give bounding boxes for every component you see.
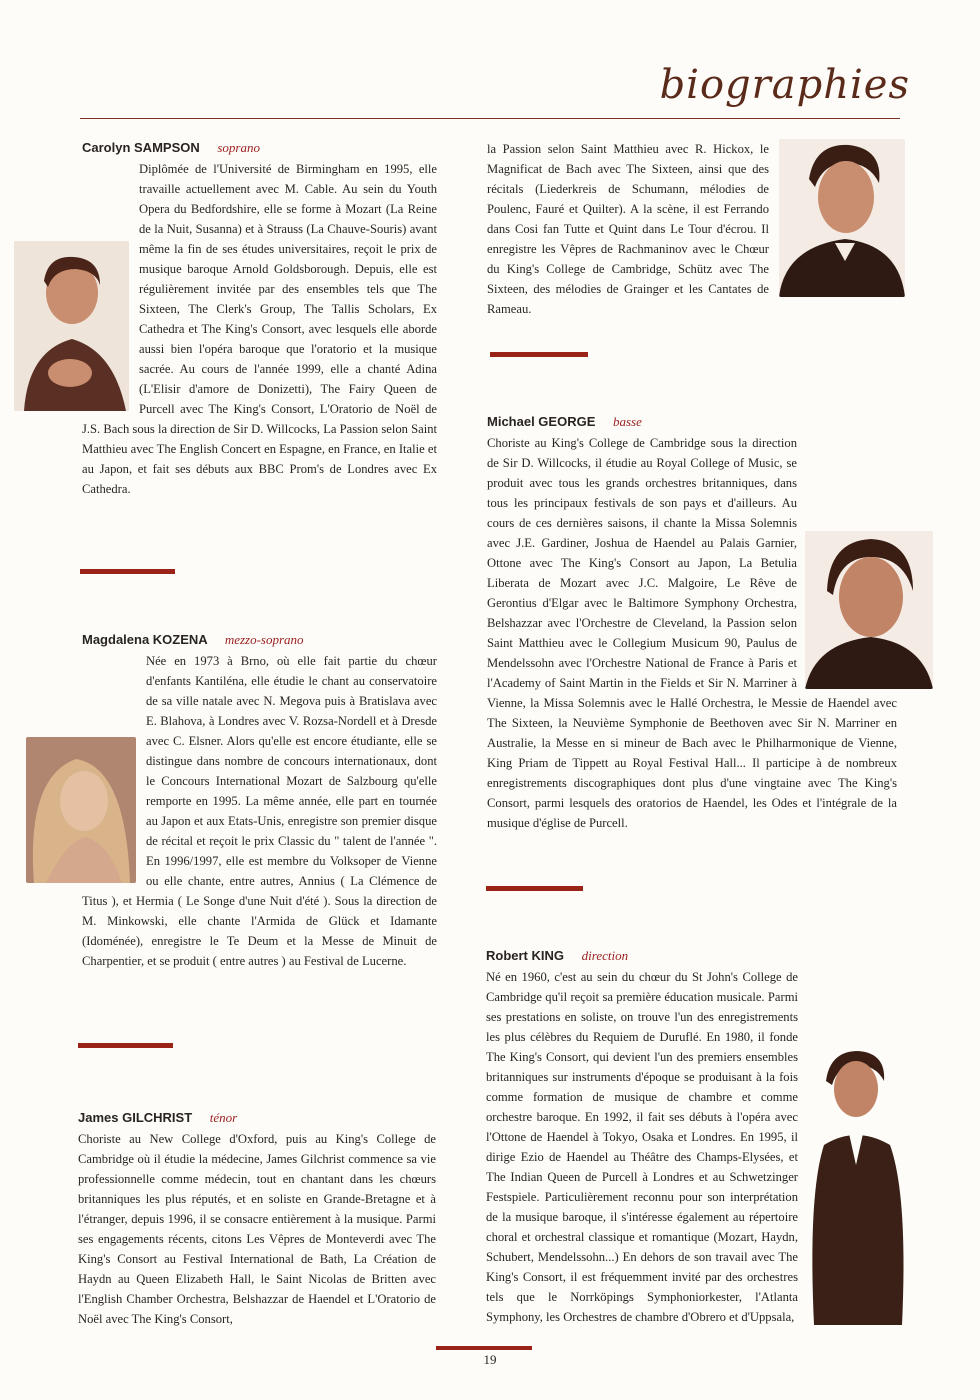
bio-michael-george [487, 412, 897, 833]
bio-james-gilchrist-continued [487, 139, 905, 319]
section-separator [78, 1043, 173, 1048]
photo-magdalena-kozena [26, 737, 136, 883]
bio-name: Michael GEORGE [487, 414, 596, 429]
photo-robert-king [804, 1045, 910, 1325]
bio-magdalena-kozena [82, 630, 437, 971]
bio-name: James GILCHRIST [78, 1110, 193, 1125]
portrait-image [804, 1045, 910, 1325]
bio-carolyn-sampson [82, 138, 437, 499]
bio-text: Née en 1973 à Brno, où elle fait partie du chœur d'enfants Kantiléna, elle étudie le chant au conservatoire de sa ville natale avec N. Megova puis à Bratislava avec E. Blahova, à Londres avec V. Rozsa-Nordell et à Dresde avec C. Elsner. Alors qu'elle est encore étudiante, elle se distingue dans nombre de concours internationaux, dont le Concours International Mozart de Salzbourg qu'elle remporte en 1995. La même année, elle part en tournée au Japon et aux Etats-Unis, enregistre son premier disque de récital et reçoit le prix Classic du " talent de l'année ". En 1996/1997, elle est membre du Volksoper de Vienne ou elle chante, entre autres, Annius ( La Clémence de Titus ), et Hermia ( Le Songe d'une Nuit d'été ). Sous la direction de M. Minkowski, elle chante l'Armida de Glück et Idamante (Idoménée), enregistre le Te Deum et la Messe de Minuit de Charpentier, et se produit ( entre autres ) au Festival de Lucerne. [82, 654, 437, 968]
section-separator [490, 352, 588, 357]
bio-role: direction [581, 948, 629, 963]
bio-role: mezzo-soprano [224, 632, 304, 647]
bio-text: Choriste au King's College de Cambridge sous la direction de Sir D. Willcocks, il étudie au Royal College of Music, se produit avec tous les grands orchestres britanniques, dans tous les principaux festivals de son pays et d'ailleurs. Au cours de ces dernières saisons, il chante la Missa Solemnis avec J.E. Gardiner, Joshua de Haendel au Palais Garnier, Ottone avec The King's Consort au Japon, La Betulia Liberata de Mozart avec J.C. Malgoire, Le Rêve de Gerontius d'Elgar avec le Baltimore Symphony Orchestra, Belshazzar avec l'Orchestre de Cleveland, la Passion selon Saint Matthieu avec le Collegium Musicum 90, Paulus de Mendelssohn avec l'Orchestre National de France à Paris et l'Academy of Saint Martin in the Fields et Sir N. Marriner à Vienne, la Missa Solemnis avec le Hallé Orchestra, le Messie de Haendel avec The Sixteen, la Neuvième Symphonie de Beethoven avec Sir N. Marriner en Australie, la Messe en si mineur de Bach avec le Philharmonique de Vienne, King Priam de Tippett au Royal Festival Hall... Il participe à de nombreux enregistrements discographiques dont plus d'une vingtaine avec The King's Consort, parmi lesquels des oratorios de Haendel, les Odes et l'intégrale de la musique d'église de Purcell. [487, 436, 897, 830]
portrait-image [14, 241, 129, 411]
bio-role: ténor [209, 1110, 238, 1125]
page-number: 19 [483, 1352, 497, 1367]
bio-name: Robert KING [486, 948, 564, 963]
bio-text: Diplômée de l'Université de Birmingham en 1995, elle travaille actuellement avec M. Cable. Au sein du Youth Opera du Bedfordshire, elle se forme à Mozart (La Reine de la Nuit, Susanna) et à Strauss (La Chauve-Souris) avant même la fin de ses études universitaires, reçoit le prix de musique baroque Arnold Goldsborough. Depuis, elle est régulièrement invitée par des ensembles tels que The Sixteen, The Clerk's Group, The Tallis Scholars, Ex Cathedra et The King's Consort, avec lesquels elle aborde aussi bien l'opéra baroque que l'oratorio et la musique sacrée. Au cours de l'année 1999, elle a chanté Adina (L'Elisir d'amore de Donizetti), The Fairy Queen de Purcell avec The King's Consort, L'Oratorio de Noël de J.S. Bach sous la direction de Sir D. Willcocks, La Passion selon Saint Matthieu avec The English Concert en Espagne, en France, en Italie et au Japon, et fait ses débuts aux BBC Prom's de Londres avec Ex Cathedra. [82, 162, 437, 496]
photo-james-gilchrist [779, 139, 905, 297]
page-title: biographies [659, 62, 910, 108]
section-separator [486, 886, 583, 891]
portrait-image [805, 531, 933, 689]
section-separator [80, 569, 175, 574]
footer-rule [436, 1346, 532, 1350]
bio-james-gilchrist [78, 1108, 436, 1329]
bio-role: basse [613, 414, 642, 429]
photo-carolyn-sampson [14, 241, 129, 411]
bio-name: Carolyn SAMPSON [82, 140, 200, 155]
header-rule [80, 118, 900, 119]
portrait-image [26, 737, 136, 883]
bio-role: soprano [217, 140, 260, 155]
bio-text: Né en 1960, c'est au sein du chœur du St John's College de Cambridge qu'il reçoit sa première éducation musicale. Parmi ses prestations en soliste, on trouve l'un des enregistrements les plus célèbres du Requiem de Duruflé. En 1980, il fonde The King's Consort, qui devient l'un des premiers ensembles britanniques sur instruments d'époque se produisant à la fois comme formation de musique de chambre et comme orchestre baroque. En 1992, il fait ses débuts à l'opéra avec l'Ottone de Haendel à Tokyo, Osaka et Londres. En 1995, il dirige Ezio de Haendel au Théâtre des Champs-Elysées, et The Indian Queen de Purcell à Londres et au Schwetzinger Festspiele. Particulièrement reconnu pour son interprétation de la musique baroque, il s'intéresse également au répertoire choral et orchestral classique et romantique (Mozart, Haydn, Schubert, Mendelssohn...) En dehors de son travail avec The King's Consort, il est fréquemment invité par des orchestres tels que le Norrköpings Symphoniorkester, l'Atlanta Symphony, les Orchestres de chambre d'Obrero et d'Uppsala, [486, 970, 798, 1324]
photo-michael-george [805, 531, 933, 689]
bio-text: Choriste au New College d'Oxford, puis au King's College de Cambridge où il étudie la médecine, James Gilchrist commence sa vie professionnelle comme médecin, tout en chantant dans les chœurs britanniques les plus réputés, et en soliste en Grande-Bretagne et à l'étranger, depuis 1996, il se consacre entièrement à la musique. Parmi ses engagements récents, citons Les Vêpres de Monteverdi avec The King's Consort au Festival International de Bath, La Création de Haydn au Queen Elizabeth Hall, le Saint Nicolas de Britten avec l'English Chamber Orchestra, Belshazzar de Haendel et L'Oratorio de Noël avec The King's Consort, [78, 1132, 436, 1326]
bio-name: Magdalena KOZENA [82, 632, 208, 647]
bio-text-continued: la Passion selon Saint Matthieu avec R. Hickox, le Magnificat de Bach avec The Sixteen, ainsi que des récitals (Liederkreis de Schumann, mélodies de Poulenc, Fauré et Quilter). A la scène, il est Ferrando dans Cosi fan Tutte et Quint dans Le Tour d'écrou. Il enregistre les Vêpres de Rachmaninov avec le Chœur du King's College de Cambridge, Schütz avec The Sixteen, des mélodies de Grainger et les Cantates de Rameau. [487, 142, 769, 316]
portrait-image [779, 139, 905, 297]
bio-robert-king [486, 946, 896, 1327]
